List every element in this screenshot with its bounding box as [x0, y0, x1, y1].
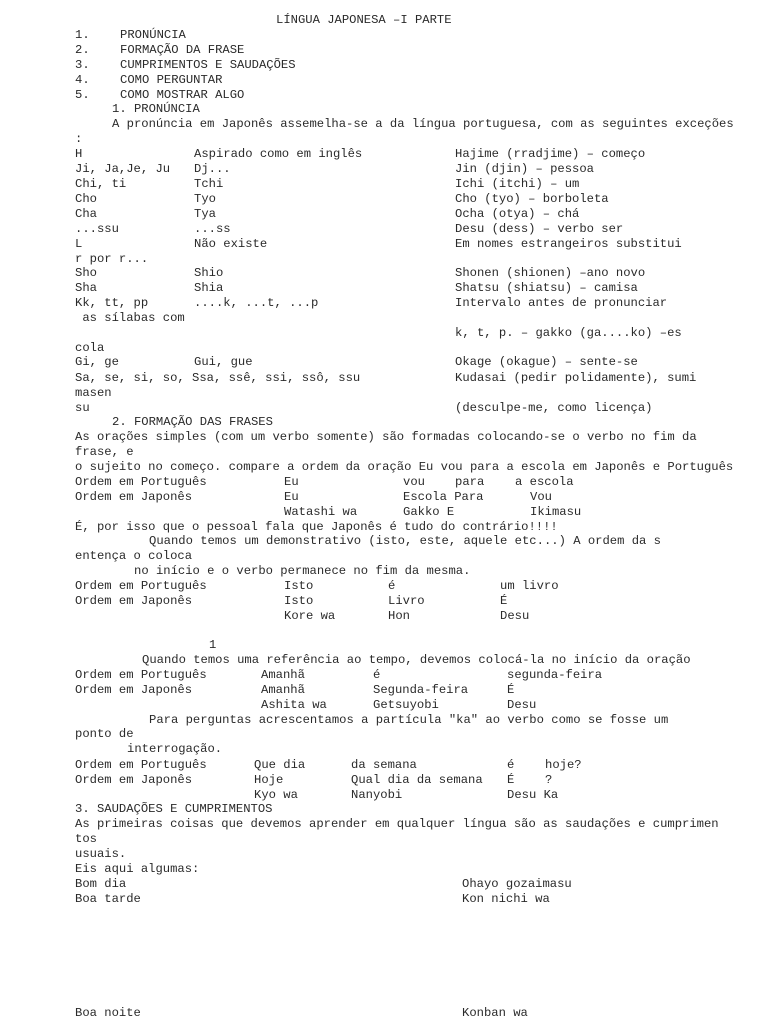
- pronunciation-example: Em nomes estrangeiros substitui: [455, 237, 682, 251]
- toc-number: 5.: [75, 88, 90, 102]
- pronunciation-example: Ocha (otya) – chá: [455, 207, 580, 221]
- example-word: Livro: [388, 594, 425, 608]
- pronunciation-sound: Aspirado como em inglês: [194, 147, 363, 161]
- pronunciation-sound: Tyo: [194, 192, 216, 206]
- example-word: é: [507, 758, 515, 772]
- example-word-japanese: Hon: [388, 609, 410, 623]
- greeting-japanese: Kon nichi wa: [462, 892, 550, 906]
- example-word: Eu: [284, 490, 299, 504]
- pronunciation-sound: Shio: [194, 266, 224, 280]
- example-row-label: Ordem em Japonês: [75, 490, 193, 504]
- example-word: da semana: [351, 758, 417, 772]
- pronunciation-syllable: Cha: [75, 207, 97, 221]
- pronunciation-example: Cho (tyo) – borboleta: [455, 192, 609, 206]
- example-word: É: [507, 773, 515, 787]
- pronunciation-syllable: Cho: [75, 192, 97, 206]
- example-word-japanese: Nanyobi: [351, 788, 403, 802]
- example-row-label: Ordem em Japonês: [75, 594, 193, 608]
- example-word-japanese: Ikimasu: [530, 505, 582, 519]
- greeting-japanese: Ohayo gozaimasu: [462, 877, 572, 891]
- example-word: Isto: [284, 579, 314, 593]
- pronunciation-example: Kudasai (pedir polidamente), sumi: [455, 371, 697, 385]
- paragraph-text: no início e o verbo permanece no fim da mesma.: [134, 564, 471, 578]
- example-row-label: Ordem em Português: [75, 758, 207, 772]
- example-word-japanese: Desu: [507, 698, 537, 712]
- example-word: Qual dia da semana: [351, 773, 483, 787]
- example-row-label: Ordem em Português: [75, 579, 207, 593]
- paragraph-text: As orações simples (com um verbo somente) são formadas colocando-se o verbo no fim da: [75, 430, 697, 444]
- toc-item-pronuncia: PRONÚNCIA: [120, 28, 186, 42]
- example-word: ?: [545, 773, 553, 787]
- example-word-japanese: Kore wa: [284, 609, 336, 623]
- greeting-portuguese: Boa tarde: [75, 892, 141, 906]
- pronunciation-syllable: Sho: [75, 266, 97, 280]
- example-word: Eu: [284, 475, 299, 489]
- pronunciation-syllable: ...ssu: [75, 222, 119, 236]
- example-row-label: Ordem em Português: [75, 668, 207, 682]
- pronunciation-syllable: Kk, tt, pp: [75, 296, 149, 310]
- paragraph-text: tos: [75, 832, 97, 846]
- example-word: Hoje: [254, 773, 284, 787]
- paragraph-text: Para perguntas acrescentamos a partícula "ka" ao verbo como se fosse um: [149, 713, 669, 727]
- greeting-portuguese: Boa noite: [75, 1006, 141, 1020]
- pronunciation-example: k, t, p. – gakko (ga....ko) –es: [455, 326, 682, 340]
- example-word: vou: [403, 475, 425, 489]
- example-word: a escola: [515, 475, 574, 489]
- pronunciation-continuation: r por r...: [75, 252, 149, 266]
- example-word-japanese: Desu Ka: [507, 788, 559, 802]
- pronunciation-continuation: as sílabas com: [75, 311, 185, 325]
- toc-item-perguntar: COMO PERGUNTAR: [120, 73, 223, 87]
- example-row-label: Ordem em Japonês: [75, 683, 193, 697]
- example-word-japanese: Gakko E: [403, 505, 455, 519]
- pronunciation-sound: Dj...: [194, 162, 231, 176]
- paragraph-text: Eis aqui algumas:: [75, 862, 200, 876]
- pronunciation-syllable: Sha: [75, 281, 97, 295]
- example-word: Escola Para: [403, 490, 484, 504]
- pronunciation-syllable: Chi, ti: [75, 177, 127, 191]
- example-word: para: [455, 475, 485, 489]
- paragraph-text: entença o coloca: [75, 549, 193, 563]
- pronunciation-sound: Gui, gue: [194, 355, 253, 369]
- pronunciation-syllable: su: [75, 401, 90, 415]
- section-heading-pronuncia: 1. PRONÚNCIA: [112, 102, 200, 116]
- toc-number: 4.: [75, 73, 90, 87]
- pronunciation-example: Shatsu (shiatsu) – camisa: [455, 281, 638, 295]
- pronunciation-sound: Tchi: [194, 177, 224, 191]
- example-word-japanese: Ashita wa: [261, 698, 327, 712]
- example-word-japanese: Getsuyobi: [373, 698, 439, 712]
- example-word: Amanhã: [261, 668, 305, 682]
- pronunciation-example: Desu (dess) – verbo ser: [455, 222, 624, 236]
- paragraph-text: A pronúncia em Japonês assemelha-se a da língua portuguesa, com as seguintes exceções: [112, 117, 734, 131]
- section-heading-saudacoes: 3. SAUDAÇÕES E CUMPRIMENTOS: [75, 802, 273, 816]
- example-word: Vou: [530, 490, 552, 504]
- page-number: 1: [209, 638, 217, 652]
- pronunciation-example: Okage (okague) – sente-se: [455, 355, 638, 369]
- example-word: Isto: [284, 594, 314, 608]
- pronunciation-sound: Tya: [194, 207, 216, 221]
- toc-number: 1.: [75, 28, 90, 42]
- example-word: É: [500, 594, 508, 608]
- pronunciation-example: Ichi (itchi) – um: [455, 177, 580, 191]
- paragraph-text: :: [75, 132, 83, 146]
- paragraph-text: usuais.: [75, 847, 127, 861]
- toc-item-mostrar: COMO MOSTRAR ALGO: [120, 88, 245, 102]
- pronunciation-syllable: Ji, Ja,Je, Ju: [75, 162, 171, 176]
- pronunciation-syllable: H: [75, 147, 83, 161]
- pronunciation-continuation: cola: [75, 341, 105, 355]
- paragraph-text: As primeiras coisas que devemos aprender em qualquer língua são as saudações e cumprimen: [75, 817, 719, 831]
- paragraph-text: o sujeito no começo. compare a ordem da oração Eu vou para a escola em Japonês e Português: [75, 460, 734, 474]
- example-word: Segunda-feira: [373, 683, 469, 697]
- pronunciation-syllable: Sa, se, si, so, Ssa, ssê, ssi, ssô, ssu: [75, 371, 361, 385]
- pronunciation-example: Shonen (shionen) –ano novo: [455, 266, 646, 280]
- example-word-japanese: Kyo wa: [254, 788, 298, 802]
- pronunciation-example: Intervalo antes de pronunciar: [455, 296, 668, 310]
- toc-number: 2.: [75, 43, 90, 57]
- pronunciation-sound: Não existe: [194, 237, 268, 251]
- paragraph-text: frase, e: [75, 445, 134, 459]
- pronunciation-example: Jin (djin) – pessoa: [455, 162, 594, 176]
- example-word: É: [507, 683, 515, 697]
- example-row-label: Ordem em Japonês: [75, 773, 193, 787]
- example-word: é: [373, 668, 381, 682]
- example-word: Amanhã: [261, 683, 305, 697]
- greeting-japanese: Konban wa: [462, 1006, 528, 1020]
- toc-item-cumprimentos: CUMPRIMENTOS E SAUDAÇÕES: [120, 58, 296, 72]
- greeting-portuguese: Bom dia: [75, 877, 127, 891]
- pronunciation-sound: ....k, ...t, ...p: [194, 296, 319, 310]
- paragraph-text: Quando temos uma referência ao tempo, devemos colocá-la no início da oração: [142, 653, 691, 667]
- example-word: Que dia: [254, 758, 306, 772]
- pronunciation-sound: Shia: [194, 281, 224, 295]
- paragraph-text: É, por isso que o pessoal fala que Japonês é tudo do contrário!!!!: [75, 520, 558, 534]
- example-word: hoje?: [545, 758, 582, 772]
- paragraph-text: Quando temos um demonstrativo (isto, este, aquele etc...) A ordem da s: [149, 534, 661, 548]
- pronunciation-sound: ...ss: [194, 222, 231, 236]
- document-title: LÍNGUA JAPONESA –I PARTE: [276, 13, 452, 27]
- paragraph-text: interrogação.: [127, 742, 223, 756]
- example-word: um livro: [500, 579, 559, 593]
- pronunciation-example: (desculpe-me, como licença): [455, 401, 653, 415]
- pronunciation-continuation: masen: [75, 386, 112, 400]
- pronunciation-syllable: Gi, ge: [75, 355, 119, 369]
- example-word: segunda-feira: [507, 668, 603, 682]
- example-word: é: [388, 579, 396, 593]
- example-row-label: Ordem em Português: [75, 475, 207, 489]
- example-word-japanese: Desu: [500, 609, 530, 623]
- paragraph-text: ponto de: [75, 727, 134, 741]
- toc-item-formacao: FORMAÇÃO DA FRASE: [120, 43, 245, 57]
- example-word-japanese: Watashi wa: [284, 505, 358, 519]
- section-heading-formacao: 2. FORMAÇÃO DAS FRASES: [112, 415, 273, 429]
- pronunciation-example: Hajime (rradjime) – começo: [455, 147, 646, 161]
- pronunciation-syllable: L: [75, 237, 83, 251]
- toc-number: 3.: [75, 58, 90, 72]
